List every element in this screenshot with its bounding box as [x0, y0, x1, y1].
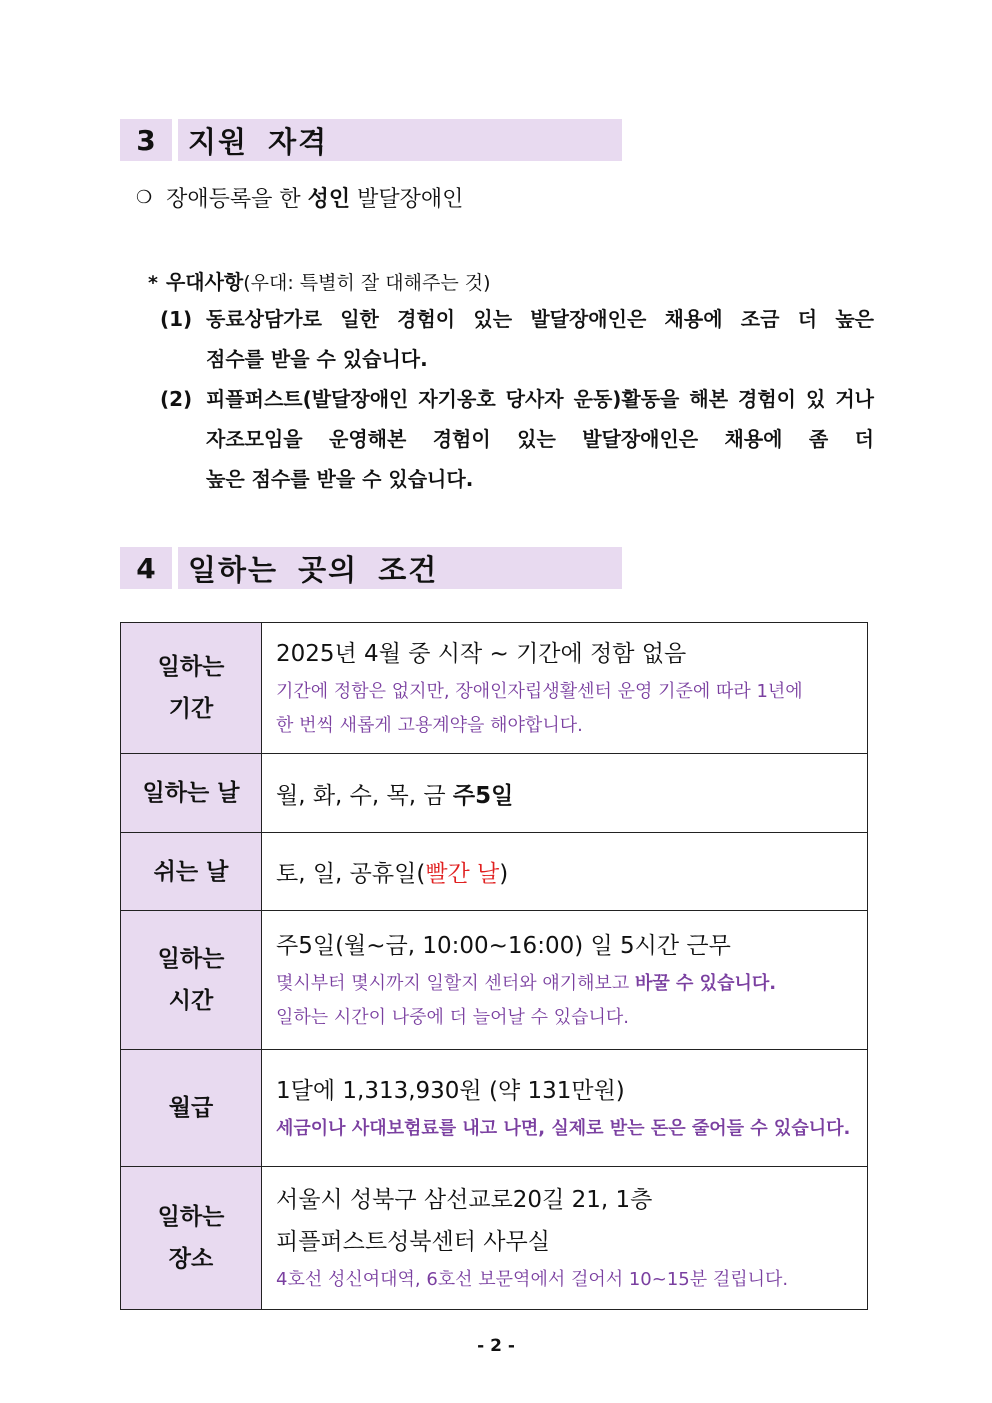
- section4-number: 4: [120, 547, 172, 589]
- hours-label: [121, 911, 262, 1050]
- preference-item-2: [160, 379, 874, 499]
- star-icon: *: [148, 272, 158, 294]
- hours-value: [262, 911, 868, 1050]
- preference-item-line: 거나 자조모임을 운영해본 경험이 있는 발달장애인은 채용에 좀 더: [206, 387, 874, 451]
- period-sub-2: 한 번씩 새롭게 고용계약을 해야합니다.: [276, 715, 583, 736]
- period-label-line: 기간: [168, 696, 214, 722]
- off-label: 쉬는 날: [121, 833, 262, 911]
- preference-item-line: 높은 점수를 받을 수 있습니다.: [206, 467, 474, 491]
- off-main: 토, 일, 공휴일(: [276, 861, 426, 887]
- place-label-line: 일하는: [157, 1204, 225, 1230]
- place-sub: 4호선 성신여대역, 6호선 보문역에서 걸어서 10~15분 걸립니다.: [276, 1269, 789, 1290]
- table-row-salary: [121, 1050, 868, 1167]
- days-value: [262, 754, 868, 833]
- period-label: [121, 623, 262, 754]
- period-main: 2025년 4월 중 시작 ~ 기간에 정함 없음: [276, 641, 687, 667]
- preference-item-line: 피플퍼스트(발달장애인 자기옹호 당사자 운동)활동을 해본 경험이 있: [206, 387, 826, 411]
- section3-title: 지원 자격: [178, 119, 622, 161]
- table-row-period: [121, 623, 868, 754]
- hours-sub-2: 일하는 시간이 나중에 더 늘어날 수 있습니다.: [276, 1007, 630, 1028]
- eligibility-prefix: 장애등록을 한: [166, 187, 308, 212]
- period-value: [262, 623, 868, 754]
- eligibility-strong: 성인: [307, 187, 351, 212]
- preference-item-line: 동료상담가로 일한 경험이 있는 발달장애인은 채용에 조금 더 높은: [206, 307, 874, 331]
- preference-item-number: (1): [160, 307, 193, 331]
- preference-item-number: (2): [160, 387, 193, 411]
- hours-label-line: 시간: [168, 988, 214, 1014]
- table-row-place: [121, 1167, 868, 1310]
- table-row-days: [121, 754, 868, 833]
- hours-label-line: 일하는: [157, 946, 225, 972]
- hours-main: 주5일(월~금, 10:00~16:00) 일 5시간 근무: [276, 933, 731, 959]
- eligibility-suffix: 발달장애인: [350, 187, 464, 212]
- place-main-2: 피플퍼스트성북센터 사무실: [276, 1229, 550, 1255]
- preference-item-line: 점수를 받을 수 있습니다.: [206, 347, 428, 371]
- period-sub-1: 기간에 정함은 없지만, 장애인자립생활센터 운영 기준에 따라 1년에: [276, 681, 803, 702]
- period-label-line: 일하는: [157, 654, 225, 680]
- section4-title: 일하는 곳의 조건: [178, 547, 622, 589]
- table-row-off: [121, 833, 868, 911]
- salary-value: [262, 1050, 868, 1167]
- off-close: ): [499, 861, 509, 887]
- days-main: 월, 화, 수, 목, 금: [276, 782, 453, 809]
- preference-heading: [148, 266, 491, 295]
- hours-sub-1: [276, 967, 853, 1001]
- salary-label: 월급: [121, 1050, 262, 1167]
- page-number: - 2 -: [477, 1336, 515, 1356]
- section3-number: 3: [120, 119, 172, 161]
- place-label-line: 장소: [168, 1246, 214, 1272]
- hours-sub-1-text: 몇시부터 몇시까지 일할지 센터와 얘기해보고: [276, 973, 635, 994]
- place-label: [121, 1167, 262, 1310]
- eligibility-line: [136, 182, 463, 213]
- days-main-bold: 주5일: [452, 782, 514, 809]
- work-conditions-table: [120, 622, 868, 1310]
- section3-header: [120, 119, 622, 161]
- salary-sub: 세금이나 사대보험료를 내고 나면, 실제로 받는 돈은 줄어들 수 있습니다.: [276, 1118, 851, 1139]
- section4-header: [120, 547, 622, 589]
- bullet-circle-icon: ❍: [136, 187, 153, 208]
- off-value: [262, 833, 868, 911]
- preference-label: 우대사항: [165, 270, 244, 294]
- salary-main: 1달에 1,313,930원 (약 131만원): [276, 1078, 625, 1104]
- place-main-1: 서울시 성북구 삼선교로20길 21, 1층: [276, 1187, 653, 1213]
- table-row-hours: [121, 911, 868, 1050]
- place-value: [262, 1167, 868, 1310]
- days-label: 일하는 날: [121, 754, 262, 833]
- preference-item-1: [160, 299, 874, 379]
- off-red: 빨간 날: [425, 861, 500, 887]
- preference-note: (우대: 특별히 잘 대해주는 것): [243, 272, 491, 294]
- hours-sub-1-bold: 바꿀 수 있습니다.: [634, 973, 777, 994]
